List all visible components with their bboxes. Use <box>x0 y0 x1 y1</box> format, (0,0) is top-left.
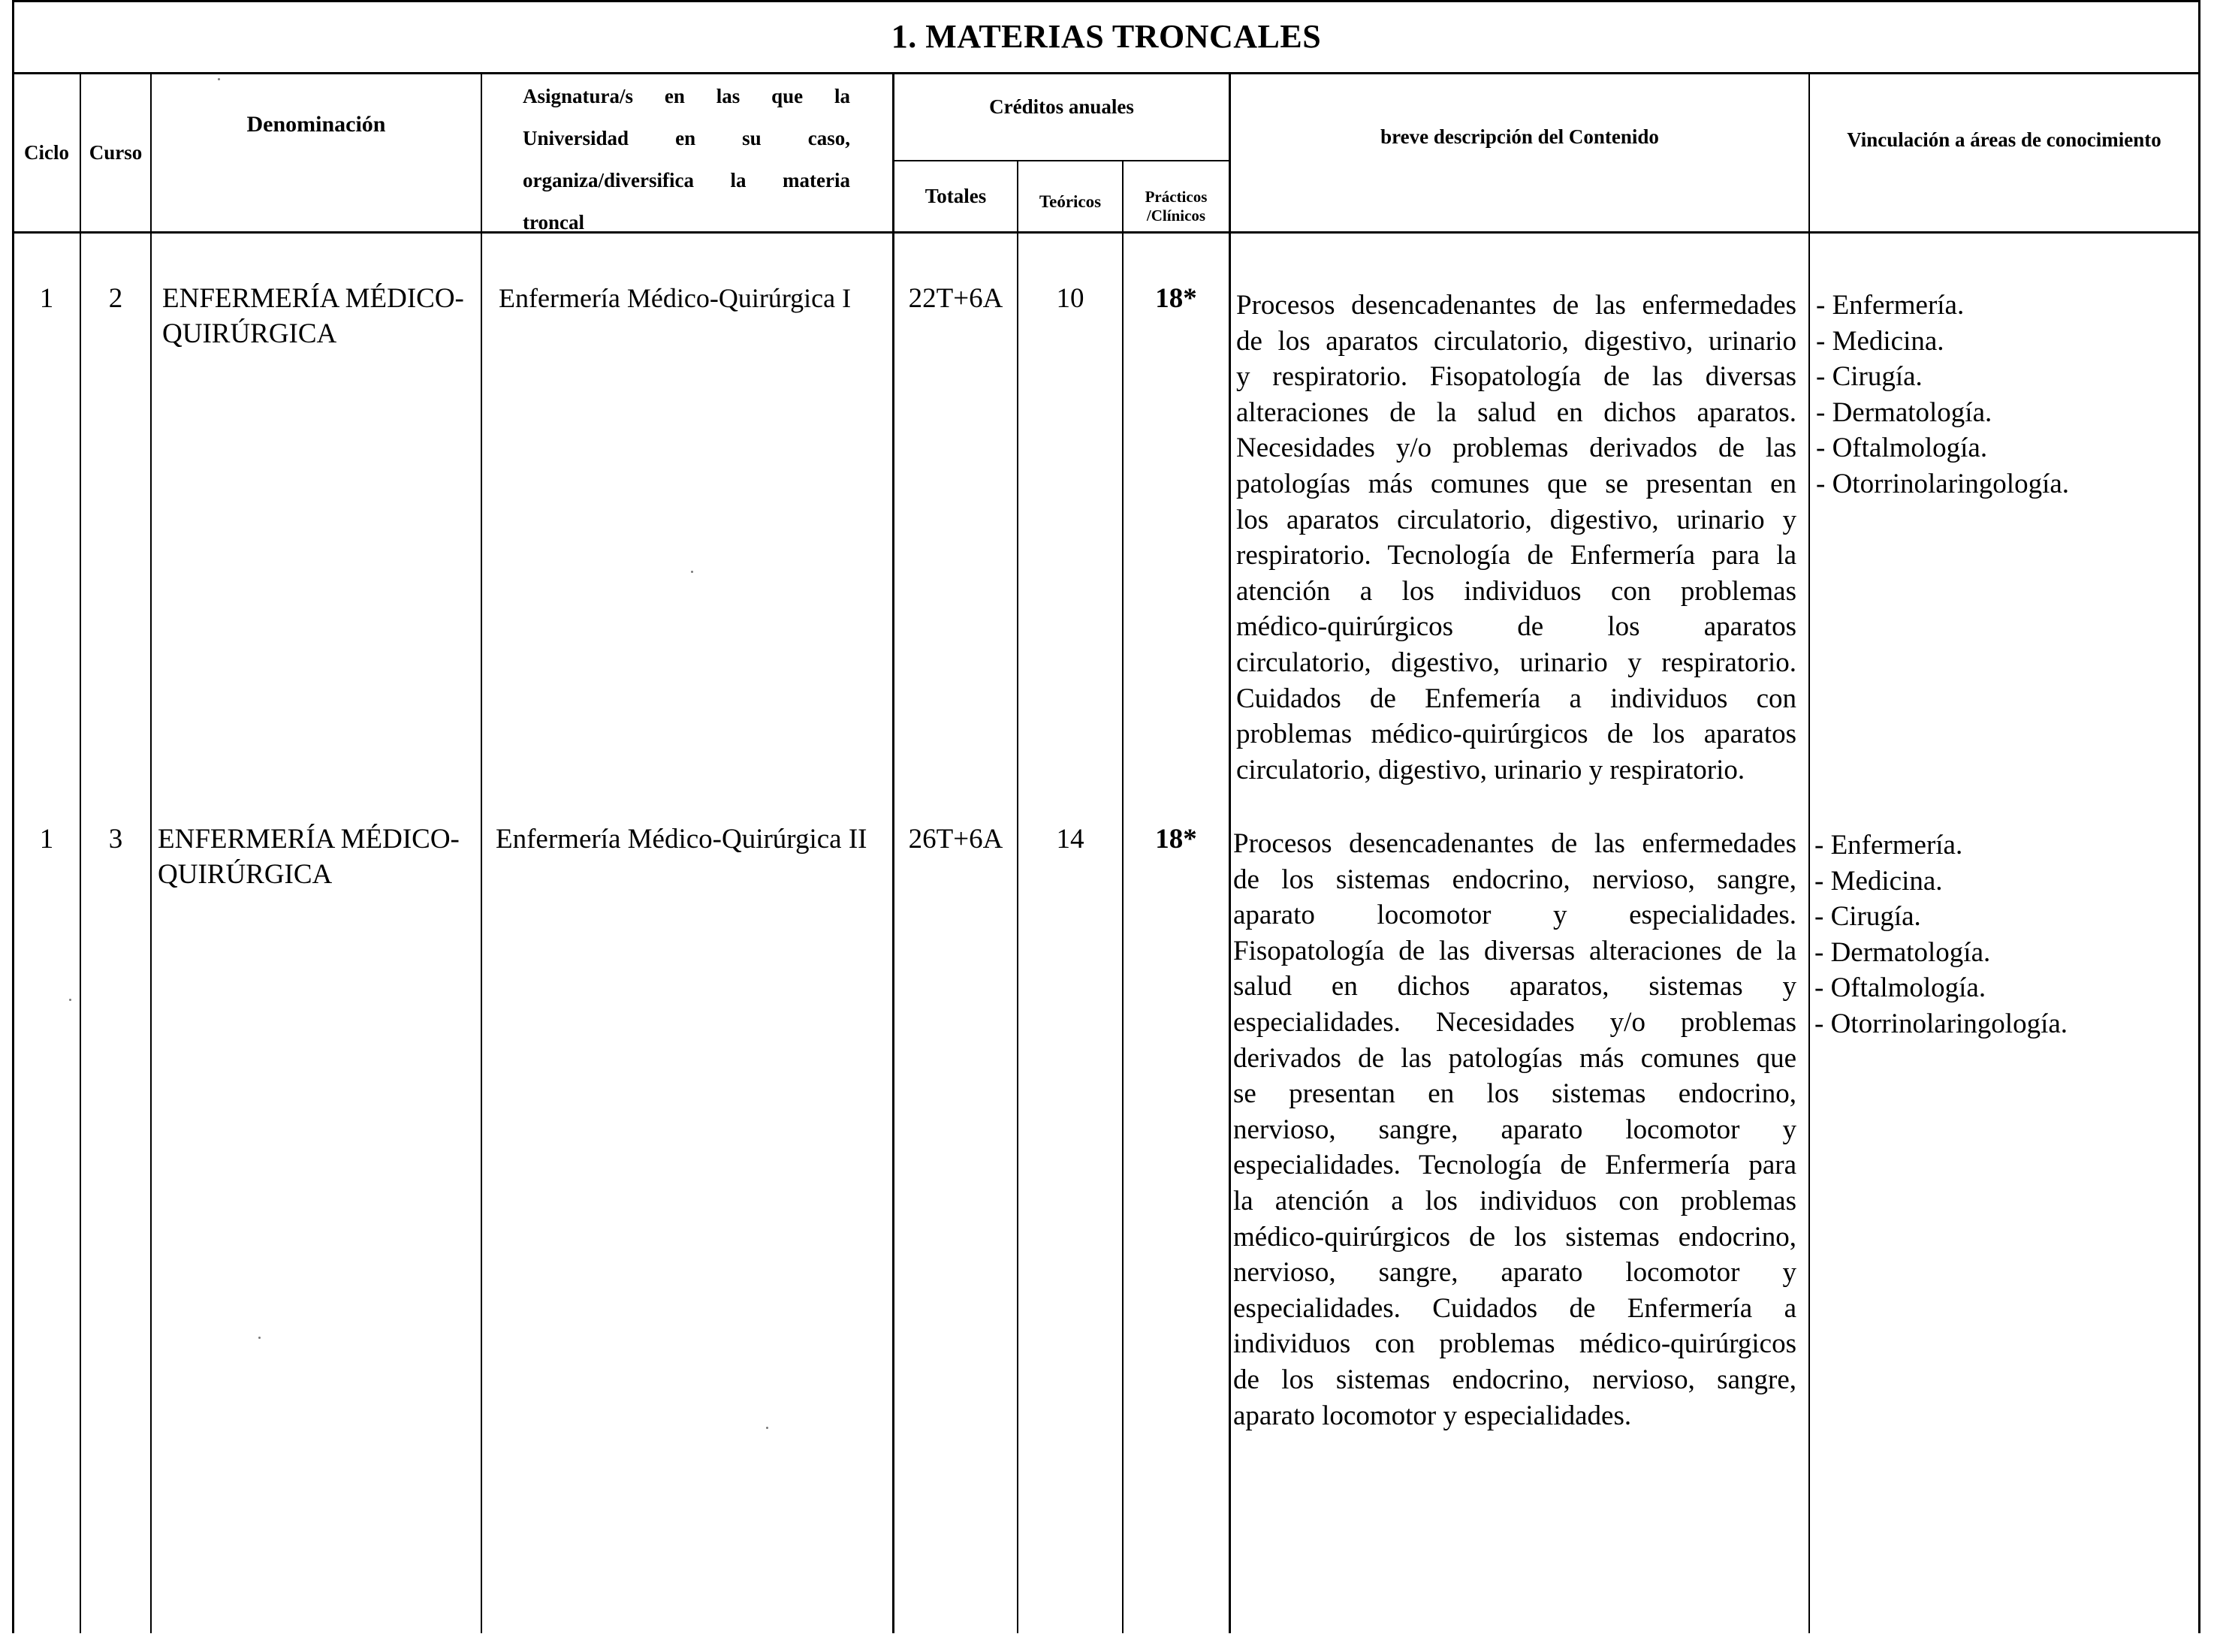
desc-line: médico-quirúrgicos de los sistemas endocrino, <box>1233 1221 1796 1253</box>
desc-line: se presentan en los sistemas endocrino, <box>1233 1078 1796 1110</box>
desc-line: médico-quirúrgicos de los aparatos <box>1236 611 1796 643</box>
header-denominacion: Denominación <box>246 112 386 137</box>
area-item: - Enfermería. <box>1814 830 1963 861</box>
area-item: - Oftalmología. <box>1816 433 1988 464</box>
desc-line: nervioso, sangre, aparato locomotor y <box>1233 1257 1796 1289</box>
row2-totales: 26T+6A <box>908 824 1003 855</box>
desc-line: especialidades. Necesidades y/o problemas <box>1233 1006 1796 1038</box>
row1-descripcion <box>1236 288 1796 788</box>
col-sep-5 <box>1017 160 1018 1633</box>
header-descripcion: breve descripción del Contenido <box>1380 125 1659 149</box>
scan-speck <box>69 999 71 1001</box>
row1-curso: 2 <box>108 283 123 314</box>
scan-speck <box>258 1337 261 1339</box>
row1-practicos: 18* <box>1155 283 1197 314</box>
area-item: - Medicina. <box>1814 865 1943 897</box>
desc-line: aparato locomotor y especialidades. <box>1233 900 1796 931</box>
desc-line: alteraciones de la salud en dichos aparatos. <box>1236 396 1796 428</box>
desc-line: circulatorio, digestivo, urinario y respiratorio. <box>1236 647 1796 678</box>
desc-line: de los sistemas endocrino, nervioso, sangre, <box>1233 864 1796 895</box>
desc-line: Procesos desencadenantes de las enfermedades <box>1233 828 1796 859</box>
col-sep-8 <box>1808 72 1810 1633</box>
desc-line: Cuidados de Enfemería a individuos con <box>1236 683 1796 714</box>
row2-practicos: 18* <box>1155 824 1197 855</box>
desc-line: de los aparatos circulatorio, digestivo, urinario <box>1236 325 1796 357</box>
desc-line: derivados de las patologías más comunes que <box>1233 1042 1796 1074</box>
desc-line: y respiratorio. Fisopatología de las diversas <box>1236 361 1796 393</box>
header-vinculacion: Vinculación a áreas de conocimiento <box>1847 128 2161 152</box>
desc-line: Fisopatología de las diversas alteraciones de la <box>1233 935 1796 966</box>
scan-speck <box>218 78 220 80</box>
desc-line: especialidades. Tecnología de Enfermería para <box>1233 1150 1796 1181</box>
row1-teoricos: 10 <box>1056 283 1084 314</box>
desc-line: nervioso, sangre, aparato locomotor y <box>1233 1114 1796 1145</box>
area-item: - Dermatología. <box>1816 396 1992 428</box>
row2-descripcion <box>1233 826 1796 1433</box>
header-practicos: Prácticos /Clínicos <box>1145 187 1208 225</box>
row1-denominacion: ENFERMERÍA MÉDICO-QUIRÚRGICA <box>162 283 464 349</box>
desc-line: Necesidades y/o problemas derivados de las <box>1236 433 1796 464</box>
row1-areas <box>1816 288 2191 502</box>
desc-line: circulatorio, digestivo, urinario y respiratorio. <box>1236 754 1745 785</box>
border-right <box>2198 0 2200 1633</box>
col-sep-6 <box>1122 160 1124 1633</box>
row2-teoricos: 14 <box>1056 824 1084 855</box>
desc-line: patologías más comunes que se presentan en <box>1236 468 1796 499</box>
header-totales: Totales <box>925 184 987 207</box>
desc-line: los aparatos circulatorio, digestivo, urinario y <box>1236 504 1796 535</box>
area-item: - Cirugía. <box>1816 361 1923 393</box>
row2-asignatura: Enfermería Médico-Quirúrgica II <box>496 824 867 855</box>
area-item: - Otorrinolaringología. <box>1814 1008 2068 1039</box>
header-asignaturas: Asignatura/s en las que la Universidad en su caso, organiza/diversifica la materia troncal <box>523 85 850 234</box>
row2-curso: 3 <box>108 824 123 855</box>
desc-line: Procesos desencadenantes de las enfermedades <box>1236 290 1796 321</box>
header-creditos: Créditos anuales <box>989 95 1134 119</box>
area-item: - Oftalmología. <box>1814 972 1986 1004</box>
col-sep-7 <box>1229 72 1231 1633</box>
desc-line: la atención a los individuos con problemas <box>1233 1185 1796 1216</box>
row1-totales: 22T+6A <box>908 283 1003 314</box>
desc-line: salud en dichos aparatos, sistemas y <box>1233 971 1796 1002</box>
header-ciclo: Ciclo <box>24 141 69 164</box>
header-curso: Curso <box>89 141 143 164</box>
area-item: - Enfermería. <box>1816 290 1965 321</box>
area-item: - Otorrinolaringología. <box>1816 468 2070 499</box>
area-item: - Dermatología. <box>1814 936 1991 968</box>
title-rule <box>12 72 2200 74</box>
row1-ciclo: 1 <box>39 283 54 314</box>
desc-line: individuos con problemas médico-quirúrgicos <box>1233 1328 1796 1360</box>
desc-line: especialidades. Cuidados de Enfermería a <box>1233 1292 1796 1324</box>
desc-line: respiratorio. Tecnología de Enfermería para la <box>1236 540 1796 571</box>
desc-line: problemas médico-quirúrgicos de los aparatos <box>1236 719 1796 750</box>
area-item: - Cirugía. <box>1814 901 1921 933</box>
border-left <box>12 0 14 1633</box>
desc-line: aparato locomotor y especialidades. <box>1233 1400 1632 1431</box>
scan-speck <box>691 571 693 573</box>
row2-denominacion: ENFERMERÍA MÉDICO-QUIRÚRGICA <box>158 824 460 890</box>
row2-ciclo: 1 <box>39 824 54 855</box>
desc-line: atención a los individuos con problemas <box>1236 575 1796 607</box>
col-sep-2 <box>150 72 152 1633</box>
scan-speck <box>766 1427 768 1429</box>
col-sep-3 <box>481 72 482 1633</box>
desc-line: de los sistemas endocrino, nervioso, sangre, <box>1233 1364 1796 1395</box>
header-teoricos: Teóricos <box>1039 191 1102 211</box>
page-title: 1. MATERIAS TRONCALES <box>891 17 1322 55</box>
row1-asignatura: Enfermería Médico-Quirúrgica I <box>499 283 852 313</box>
row2-areas <box>1814 828 2190 1042</box>
area-item: - Medicina. <box>1816 325 1944 357</box>
